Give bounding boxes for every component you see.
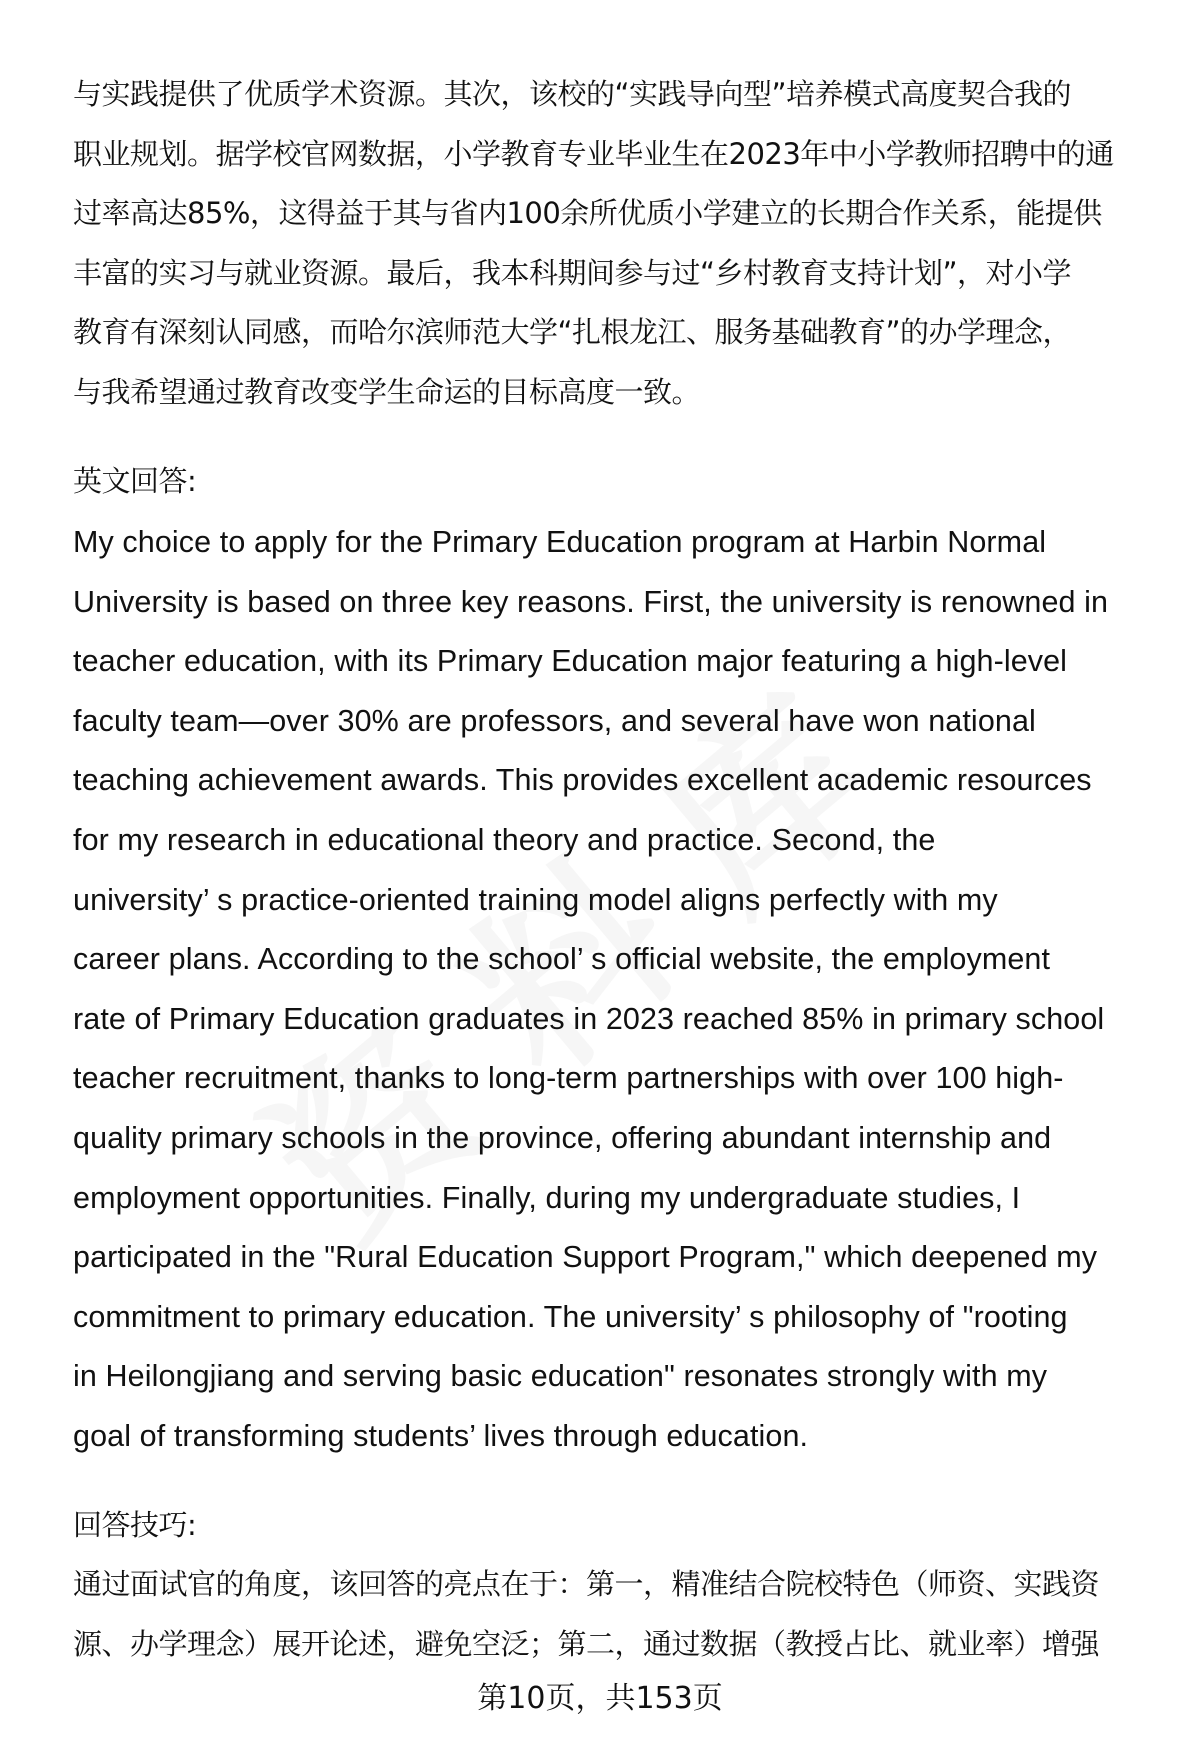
text-line: rate of Primary Education graduates in 2023 reached 85% in primary school [73,1001,1105,1036]
text-line: goal of transforming students’ lives through education. [73,1419,809,1453]
text-line: teacher recruitment, thanks to long-term partnerships with over 100 high- [73,1061,1064,1096]
page-footer: 第10页，共153页 [477,1681,723,1716]
text-line: participated in the "Rural Education Support Program," which deepened my [73,1240,1098,1275]
text-line: 与我希望通过教育改变学生命运的目标高度一致。 [73,374,701,409]
text-line: 源、办学理念）展开论述，避免空泛；第二，通过数据（教授占比、就业率）增强 [73,1626,1100,1661]
text-line: teaching achievement awards. This provides excellent academic resources [73,763,1092,798]
text-line: commitment to primary education. The university’ s philosophy of "rooting [73,1299,1068,1334]
text-line: teacher education, with its Primary Education major featuring a high-level [73,644,1068,679]
text-line: career plans. According to the school’ s official website, the employment [73,942,1051,977]
text-line: quality primary schools in the province, offering abundant internship and [73,1121,1052,1155]
text-line: 教育有深刻认同感，而哈尔滨师范大学“扎根龙江、服务基础教育”的办学理念， [73,315,1072,349]
text-line: employment opportunities. Finally, during my undergraduate studies, I [73,1180,1021,1215]
text-line: University is based on three key reasons. First, the university is renowned in [73,584,1109,619]
text-line: My choice to apply for the Primary Education program at Harbin Normal [73,525,1047,559]
text-line: 过率高达85%，这得益于其与省内100余所优质小学建立的长期合作关系，能提供 [73,196,1102,230]
tips-heading: 回答技巧: [73,1508,197,1542]
text-line: 丰富的实习与就业资源。最后，我本科期间参与过“乡村教育支持计划”，对小学 [73,255,1072,290]
text-line: for my research in educational theory and practice. Second, the [73,823,936,857]
text-line: 与实践提供了优质学术资源。其次，该校的“实践导向型”培养模式高度契合我的 [73,77,1072,111]
text-line: faculty team—over 30% are professors, and several have won national [73,703,1036,738]
text-line: in Heilongjiang and serving basic education" resonates strongly with my [73,1359,1048,1394]
text-line: 通过面试官的角度，该回答的亮点在于：第一，精准结合院校特色（师资、实践资 [73,1567,1100,1601]
text-line: university’ s practice-oriented training model aligns perfectly with my [73,882,998,917]
text-line: 职业规划。据学校官网数据，小学教育专业毕业生在2023年中小学教师招聘中的通 [73,136,1114,171]
english-answer-heading: 英文回答: [73,464,197,498]
